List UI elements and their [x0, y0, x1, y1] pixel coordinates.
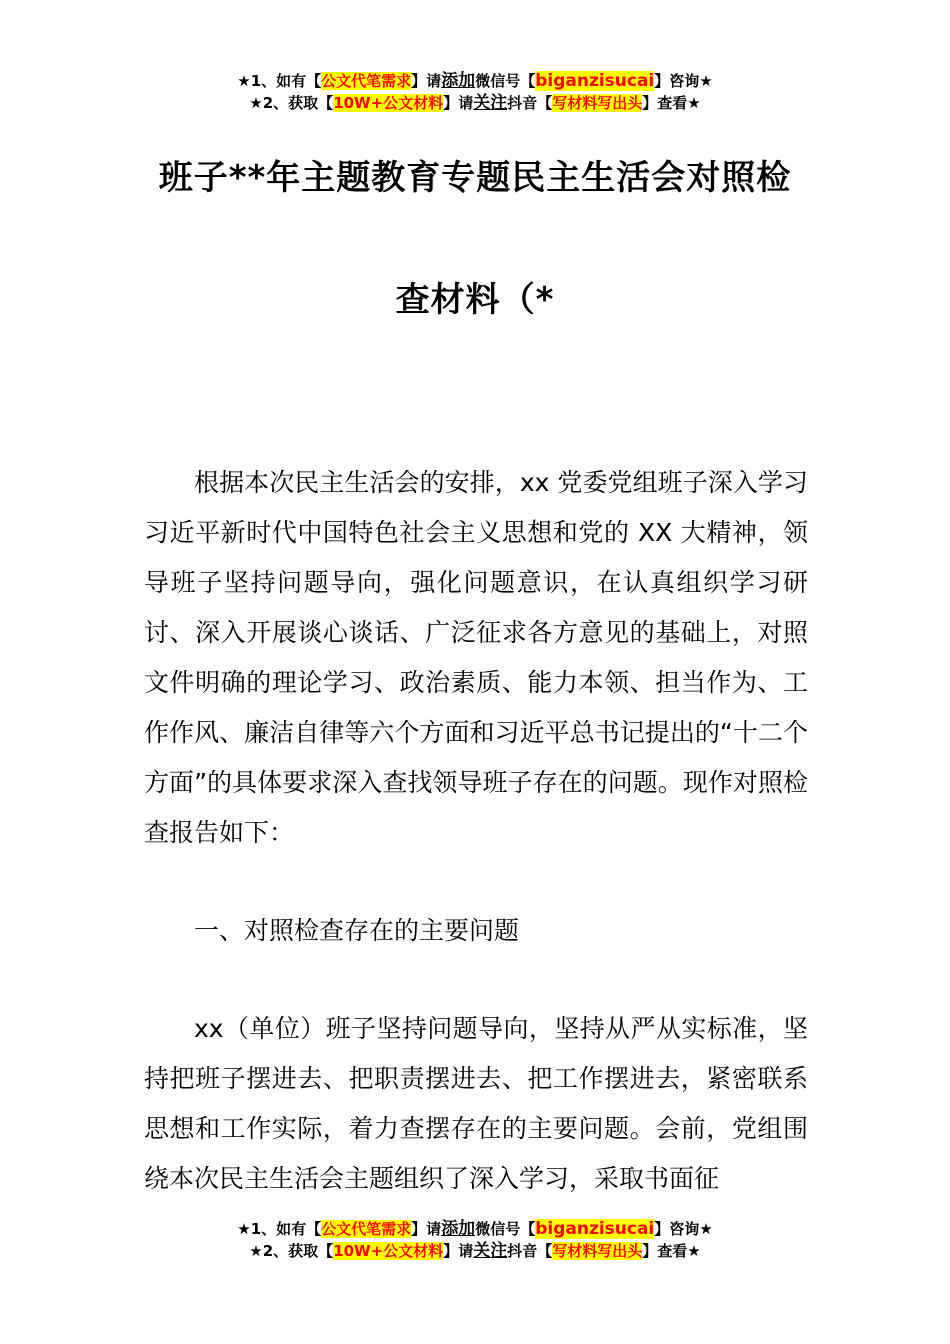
- banner-text: 微信号【: [475, 72, 536, 90]
- banner-line-2: [0, 92, 950, 114]
- banner-text: 】请: [443, 94, 474, 112]
- banner-text: 】查看★: [642, 1242, 701, 1260]
- body-paragraph-1: 根据本次民主生活会的安排，xx 党委党组班子深入学习习近平新时代中国特色社会主义思想和党的 XX 大精神，领导班子坚持问题导向，强化问题意识，在认真组织学习研讨、深入开展谈心谈话、广泛征求各方意见的基础上，对照文件明确的理论学习、政治素质、能力本领、担当作为、工作作风、廉洁自律等六个方面和习近平总书记提出的“十二个方面”的具体要求深入查找领导班子存在的问题。现作对照检查报告如下：: [144, 468, 808, 847]
- banner-text: 】咨询★: [654, 1220, 713, 1238]
- banner-text: 】请: [443, 1242, 474, 1260]
- banner-text: 抖音【: [507, 94, 553, 112]
- banner-text: 1、如有【: [250, 1220, 322, 1238]
- banner-text: 】请: [411, 72, 442, 90]
- section-heading-1: 一、对照检查存在的主要问题: [194, 916, 520, 945]
- banner-line-2: [0, 1240, 950, 1262]
- banner-text: 2、获取【: [262, 1242, 334, 1260]
- banner-underline: 添加: [441, 71, 476, 91]
- banner-text: 2、获取【: [262, 94, 334, 112]
- document-title-line-1: 班子**年主题教育专题民主生活会对照检: [158, 158, 792, 198]
- banner-highlight: 写材料写出头: [552, 94, 643, 112]
- banner-text: 1、如有【: [250, 72, 322, 90]
- banner-text: 】查看★: [642, 94, 701, 112]
- body-paragraph-2: xx（单位）班子坚持问题导向，坚持从严从实标准，坚持把班子摆进去、把职责摆进去、把工作摆进去，紧密联系思想和工作实际，着力查摆存在的主要问题。会前，党组围绕本次民主生活会主题组织了深入学习，采取书面征: [144, 1014, 808, 1193]
- banner-text: 微信号【: [475, 1220, 536, 1238]
- banner-underline: 关注: [473, 93, 508, 113]
- bottom-banner: [0, 1218, 950, 1262]
- banner-highlight: 10W+公文材料: [333, 94, 444, 112]
- banner-underline: 关注: [473, 1241, 508, 1261]
- star-icon: ★: [249, 94, 263, 112]
- banner-highlight: 公文代笔需求: [321, 1220, 412, 1238]
- top-banner: [0, 70, 950, 114]
- star-icon: ★: [237, 1220, 251, 1238]
- banner-text: 抖音【: [507, 1242, 553, 1260]
- star-icon: ★: [249, 1242, 263, 1260]
- banner-text: 】请: [411, 1220, 442, 1238]
- banner-highlight: 公文代笔需求: [321, 72, 412, 90]
- banner-line-1: [0, 1218, 950, 1240]
- banner-highlight: 写材料写出头: [552, 1242, 643, 1260]
- banner-underline: 添加: [441, 1219, 476, 1239]
- star-icon: ★: [237, 72, 251, 90]
- document-title-line-2: 查材料（*: [395, 280, 555, 320]
- banner-line-1: [0, 70, 950, 92]
- banner-wechat-id: biganzisucai: [535, 71, 655, 91]
- banner-highlight: 10W+公文材料: [333, 1242, 444, 1260]
- banner-wechat-id: biganzisucai: [535, 1219, 655, 1239]
- banner-text: 】咨询★: [654, 72, 713, 90]
